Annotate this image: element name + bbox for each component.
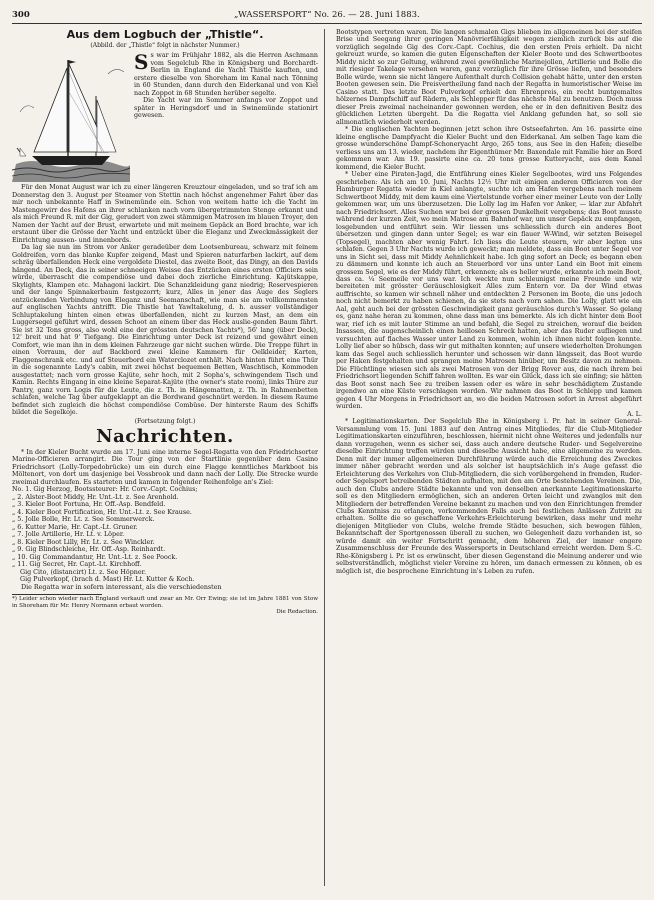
article-paragraph-4: Da lag sie nun im Strom vor Anker geradeüber dem Lootsenbureau, schwarz mit feinem Goldreifen, vorn das blanke Kupfer zeigend, Mast und Spieren naturfarben lackirt, auf dem schräg überfallenden Heck eine vergoldete Diestel, das zweite Boot, das Dingy, an den Davids hängend. An Deck, das in seiner schneeigen Weisse das Entzücken eines ersten Officiers sein würde, überrascht die compendiöse und dabei doch zierliche Einrichtung. Kajütskappe, Skylights, Klampen etc. Mahagoni lackirt. Die Schanzkleidung ganz niedrig; Reservespieren und der lange Spinnakerbaum festgezorrt; kurz, Alles in jener das Auge des Seglers entzückenden Verbindung von Eleganz und Seemanschaft, wie man sie am vollkommensten auf englischen Yachts antrifft. Die Thistle hat Yawltakelung, d. h. ausser vollständiger Schluptakelung hinten einen etwas überfallenden, nicht zu kurzen Mast, an dem ein Luggersegel geführt wird, dessen Schoot an einem über das Heck auslie-genden Baum fährt. Sie ist 32 Tons gross, also wohl eine der grössten deutschen Yachts*), 56' lang (über Deck), 12' breit und hat 9' Tiefgang. Die Einrichtung unter Deck ist reizend und gewährt einen Comfort, wie man ihn in dem kleinen Fahrzeuge gar nicht suchen würde. Die Treppe führt in einen Vorraum, der auf Backbord zwei kleine Kammern für Oelkleider, Karten, Flaggenschrank etc. und auf Steuerbord ein Waterclozet enthält. Nach hinten führt eine Thür in die sogenannte Lady's cabin, mit zwei höchst bequemen Betten, Waschtisch, Kommoden ausgestattet; nach vorn grosse Kajüte, sehr hoch, mit 2 Sopha's, schwingendem Tisch und Kamin. Rechts Eingang in eine kleine Separat-Kajüte (the owner's state room), links Thüre zur Pantry, ganz vorn Logis für die Leute, die z. Th. in Hängematten, z. Th. in Rahmenbetten schlafen, welche Tag über aufgeklappt an die Bordwand geschnürt werden. In diesem Raume befindet sich zugleich die höchst compendiöse Combüse. Der hinterste Raum des Schiffs bildet die Segelkoje. bbox=[12, 244, 318, 417]
regatta-continuation: Bootstypen vertreten waren. Die langen schmalen Gigs blieben im allgemeinen bei der steifen Brise und Seegang ihrer geringen Manövrierfähigkeit wegen ziemlich zurück bis auf die vorzüglich segelnde Gig des Corv.-Capt. Cochius, die den ersten Preis erhielt. Da nicht gekreuzt wurde, so kamen die guten Eigenschaften der Kieler Boote und des Schwertbootes Middy nicht so zur Geltung, während zwei gewöhnliche Marinejollen, Artillerie und Bolle die mit riesiger Takelage versehen waren, ganz vorzüglich für ihre Grösse liefen, und besonders Bolle würde, wenn sie nicht längere Aufenthalt durch Collision gehabt hätte, unter den ersten Booten gewesen sein. Die Preisvertheilung fand nach der Regatta in humoristischer Weise im Casino statt. Das letzte Boot Pulverkopf erhielt den Ehrenpreis, ein recht buntgemaltes hölzernes Dampfschiff auf Rädern, als Schlepper für das nächste Mal zu benutzen. Doch muss dieser Preis zweimal nacheinander gewonnen werden, ehe er in den definitiven Besitz des glücklichen Letzten übergeht. Da die Regatta viel Anklang gefunden hat, so soll sie allmonatlich wiederholt werden. bbox=[336, 29, 642, 126]
list-item: „ 7. Jolle Artillerie, Hr. Lt. v. Löper. bbox=[12, 531, 125, 539]
column-divider bbox=[324, 29, 325, 886]
english-yachts-notice: * Die englischen Yachten beginnen jetzt schon ihre Ostseefahrten. Am 16. passirte eine kleine englische Dampfyacht die Kieler Bucht und den Eiderkanal. Am selben Tage kam die grosse wunderschöne Dampf-Schoneryacht Argo, 265 tons, aus See in den Hafen; dieselbe verliess uns am 13. wieder, nachdem ihr Eigenthümer Mr. Baxendale mit Familie hier an Bord gekommen war. Am 19. passirte eine ca. 20 tons grosse Kutteryacht, aus dem Kanal kommend, die Kieler Bucht. bbox=[336, 126, 642, 171]
news-intro: * In der Kieler Bucht wurde am 17. Juni eine interne Segel-Regatta von den Friedrichsorter Marine-Officieren arrangirt. Die Tour ging von der Startlinie gegenüber dem Casino Friedrichsort (Lolly-Torpedobrücke) um ein durch eine Flagge kenntliches Markboot bis Möltenort, von dort um dasjenige bei Vossbrook und dann nach der Lolly. Die Strecke wurde zweimal durchlaufen. Es starteten und kamen in folgender Reihenfolge an's Ziel: bbox=[12, 448, 318, 486]
list-item: No. 1. Gig Herzog, Bootssteurer: Hr. Corv.-Capt. Cochius; bbox=[12, 486, 198, 494]
article-subtitle: (Abbild. der „Thistle“ folgt in nächster Nummer.) bbox=[90, 42, 240, 49]
list-item: „ 9. Gig Blindschleiche, Hr. Off.-Asp. Reinhardt. bbox=[12, 546, 166, 554]
list-item: „ 6. Kutter Marie, Hr. Capt.-Lt. Gruner. bbox=[12, 523, 138, 531]
article-paragraph-1: Ss war im Frühjahr 1882, als die Herren Aschmann vom Segelclub Rhe in Königsberg und Borchardt-Berlin in England die Yacht Thistle kauften, und erstere dieselbe von Shoreham im Kanal nach Tönning in 60 Stunden, dann durch den Eiderkanal und von Kiel nach Zoppot in 68 Stunden herüber segelte. bbox=[134, 50, 318, 97]
regatta-results-list bbox=[12, 486, 318, 583]
right-column bbox=[336, 29, 642, 890]
list-item: Gig Pulverkopf, (brach d. Mast) Hr. Lt. Kutter & Koch. bbox=[20, 576, 195, 584]
article-paragraph-3: Für den Monat August war ich zu einer längeren Kreuztour eingeladen, und so traf ich am Donnerstag den 3. August per Steamer von Stettin nach höchst angenehmer Fahrt über das mir noch unbekannte Haff in Swinemünde ein. Schon von weitem hatte ich die Yacht im Mastengewirr des Hafens an ihrer schlanken nach vorn übergetrimmten Stenge erkannt und als mich Freund R. mit der Gig, gerudert von zwei stämmigen Matrosen im blauen Troyer, den Namen der Yacht auf der Brust, erwartete und mit meinem Gepäck an Bord brachte, war ich erstaunt über die Grösse der Yacht und entzückt über die Eleganz und Zweckmässigkeit der Einrichtung aussen- und innenbords. bbox=[12, 184, 318, 244]
continuation-note: (Fortsetzung folgt.) bbox=[134, 417, 196, 425]
list-item: „ 8. Kieler Boot Lilly, Hr. Lt. z. See Winckler. bbox=[12, 538, 155, 546]
piraten-jagd-notice: * Ueber eine Piraten-Jagd, die Entführung eines Kieler Segelbootes, wird uns Folgendes geschrieben: Als ich am 10. Juni, Nachts 12½ Uhr mit einigen anderen Officieren von der Hamburger Regatta wieder in Kiel anlangte, suchte ich am Hafen vergebens nach meinem Schwertboot Middy, mit dem kaum eine Viertelstunde vorher einer meiner Leute von der Lolly gekommen war, um uns überzusetzen. Die Lolly lag im Hafen vor Anker, — klar zur Abfahrt nach Friedrichsort. Alles Suchen war bei der grossen Dunkelheit vergebens; das Boot musste während der kurzen Zeit, wo mein Matrose am Bahnhof war, um unser Gepäck zu empfangen, losgebunden und entführt sein. Wir liessen uns schliesslich durch ein anderes Boot übersetzen und gingen dann unter Segel; es war ein flauer W-Wind, wir setzten Beisegel (Topsegel), machten aber wenig Fahrt. Ich liess die Leute steuern, wir aber legten uns schlafen. Gegen 3 Uhr Nachts wurde ich geweckt; man meldete, dass ein Boot unter Segel vor uns in Sicht sei, dass mit Middy Aehnlichkeit habe. Ich ging sofort an Deck; es begann eben zu dämmern und konnte ich auch an Steuerbord vor uns unter Land ein Boot mit einem grossem Segel, wie es der Middy führt, erkennen; als es heller wurde, erkannte ich mein Boot, dass ca. ¼ Seemeile vor uns war. Ich weckte nun schleunigst meine Freunde und wir bereiteten mit grösster Geräuschlosigkeit Alles zum Entern vor. Da der Wind etwas auffrischte, so kamen wir schnell näher und entdeckten 2 Personen im Boote, die uns jedoch noch nicht bemerkt zu haben schienen, da sie stets nach vorn sahen. Die Lolly, glatt wie ein Aal, geht auch bei der grössten Geschwindigkeit ganz geräuschlos durch's Wasser. So gelang es, ganz nahe heran zu kommen, ohne dass man uns bemerkte. Als ich dicht hinter dem Boot war, rief ich es mit lauter Stimme an und befahl, die Segel zu streichen, worauf die beiden Insassen, die augenscheinlich einen heillosen Schreck hatten, aber das Ruder aufliegen und versuchten auf flaches Wasser unter Land zu kommen, wohin ich ihnen nicht folgen konnte. Lolly lief aber so hübsch, dass wir gut mithalten konnten; auf unsere wiederholten Drohungen kam das Segel auch schliesslich herunter und schossen wir dann längsseit, das Boot wurde per Haken festgehalten und sprangen meine Matrosen hinüber, um Besitz davon zu nehmen. Die Flüchtlinge wiesen sich als zwei Matrosen von der Brigg Rover aus, die nach ihrem bei Friedrichsort liegenden Schiff fahren wollten. Es war ein Glück, dass ich sie einfing; sie hätten das Boot sonst nach See zu treiben lassen oder es wäre in sehr beschädigtem Zustande irgendwo an eine Küste verschlagen worden. Wir nahmen das Boot in Schlepp und kamen gegen 4 Uhr Morgens in Friedrichsort an, wo die beiden Matrosen sofort in Arrest abgeführt wurden. bbox=[336, 171, 642, 411]
list-item: Gig Cito, (distancirt) Lt. z. See Höpner. bbox=[20, 568, 146, 576]
list-item: „ 3. Kieler Boot Fortuna, Hr. Off.-Asp. Bendfeld. bbox=[12, 501, 166, 509]
sailing-yacht-illustration bbox=[12, 52, 130, 182]
running-header bbox=[12, 8, 642, 22]
list-item: „ 5. Jolle Bolle, Hr. Lt. z. See Sommerwerck. bbox=[12, 516, 155, 524]
list-item: „ 4. Kieler Boot Fortification, Hr. Unt.-Lt. z. See Krause. bbox=[12, 508, 192, 516]
left-column bbox=[12, 29, 318, 890]
list-item: „ 2. Alster-Boot Middy, Hr. Unt.-Lt. z. See Arenhold. bbox=[12, 493, 179, 501]
page-number: 300 bbox=[12, 10, 30, 20]
piraten-jagd-signature: A. L. bbox=[627, 410, 642, 418]
footnote-text: *) Leider schon wieder nach England verkauft und zwar an Mr. Orr Ewing; sie ist im Jahre 1881 von Stow in Shoreham für Mr. Henry Normann erbaut worden. bbox=[12, 596, 318, 609]
drop-cap: S bbox=[134, 50, 149, 75]
section-title-nachrichten: Nachrichten. bbox=[96, 425, 234, 447]
footnote bbox=[12, 596, 318, 616]
list-item: „ 10. Gig Commandantur, Hr. Unt.-Lt. z. See Poock. bbox=[12, 553, 178, 561]
header-rule bbox=[12, 23, 642, 24]
running-title: „WASSERSPORT“ No. 26. — 28. Juni 1883. bbox=[234, 10, 420, 20]
legitimationskarten-notice: * Legitimationskarten. Der Segelclub Rhe in Königsberg i. Pr. hat in seiner General-Versammlung vom 15. Juni 1883 auf den Antrag eines Mitgliedes, für die Club-Mitglieder Legitimationskarten einzuführen, beschlossen, hiermit nicht ohne Weiteres und jedenfalls nur dann vorzugehen, wenn es sicher sei, dass auch andere deutsche Ruder- und Segelvereine dieselbe Einrichtung treffen würden und dieselbe Aussicht habe, eine allgemeine zu werden. Denn mit der immer allgemeineren Durchführung würde auch die Erreichung des Zweckes immer näher gebracht werden und als solcher ist hauptsächlich in's Auge gefasst die Erleichterung des Verkehrs von Club-Mitgliedern, die sich vorübergehend in fremden, Ruder- oder Segelsport betreibenden Städten aufhalten, mit den am Orte bestehenden Vereinen. Die, auch den Clubs andere Städte bekannte und von denselben anerkannte Legitimationskarte soll es den Mitgliedern ermöglichen, sich an anderen Orten leicht und zwanglos mit den Mitgliedern der betreffenden Vereine bekannt zu machen und von den Einrichtungen fremder Clubs Kenntniss zu erlangen, vorkommenden Falls auch bei festlichen Anlässen Zutritt zu erhalten. Sollte die so geschaffene Verkehrs-Erleichterung bewirken, dass mehr und mehr diejenigen Mitglieder von Clubs, welche fremde Städte besuchen, sich bewogen fühlen, Bekanntschaft der Sportgenossen überall zu suchen, wo Gelegenheit dazu vorhanden ist, so würde damit ein weiter Fortschritt gemacht, dem höheren Ziel, der immer engere Zusammenschluss der Freunde des Wassersports in Deutschland erreicht werden. Dem S.-C. Rhe-Königsberg i. Pr. ist es erwünscht, über diesen Gegenstand die Meinung anderer und wie selbstverständlich, möglichst vieler Vereine zu hören, um danach ermessen zu können, ob es möglich ist, die besprochene Einrichtung in's Leben zu rufen. bbox=[336, 418, 642, 575]
list-item: „ 11. Gig Secret, Hr. Capt.-Lt. Kirchhoff. bbox=[12, 561, 142, 569]
news-closing: Die Regatta war in sofern interessant, als die verschiedensten bbox=[21, 583, 222, 591]
article-title: Aus dem Logbuch der „Thistle“. bbox=[66, 29, 264, 41]
article-paragraph-2: Die Yacht war im Sommer anfangs vor Zoppot und später in Heringsdorf und in Swinemünde stationirt gewesen. bbox=[134, 97, 318, 120]
footnote-signature: Die Redaction. bbox=[276, 609, 318, 616]
